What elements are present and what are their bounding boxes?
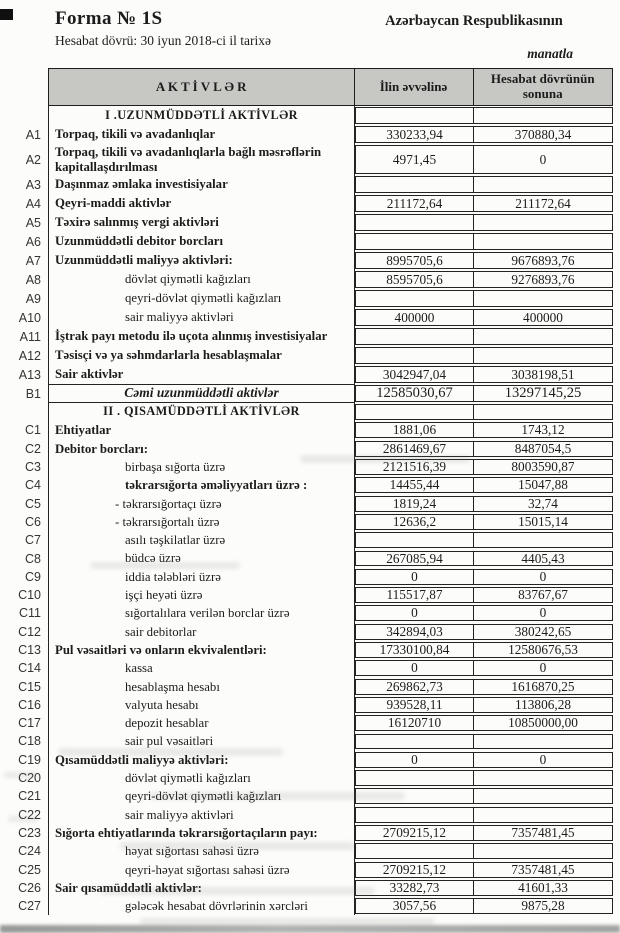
value-end-of-period [474,234,612,249]
row-values [355,514,613,530]
value-end-of-period [474,533,612,547]
value-end-of-period: 7357481,45 [511,861,575,877]
row-label: sığortalılara verilən borclar üzrə [48,604,355,622]
value-start-of-year: 330233,94 [356,127,474,142]
row-code: C9 [25,569,41,584]
row-code: C26 [18,880,41,895]
value-end-of-period: 7357481,45 [511,824,575,840]
row-code: C18 [18,734,41,749]
value-start-of-year: 115517,87 [356,588,474,602]
row-label: valyuta hesabı [48,696,355,714]
table-row [0,659,613,677]
value-start-of-year: 1819,24 [356,497,474,511]
value-start-of-year [356,405,474,419]
row-code [0,106,48,125]
value-end-of-period: 211172,64 [515,195,571,211]
row-values [355,271,613,288]
row-label: gələcək hesabat dövrlərinin xərcləri [48,897,355,915]
value-start-of-year: 4971,45 [356,146,474,173]
row-label: Sığorta ehtiyatlarında təkrarsığortaçıların payı: [48,824,355,842]
row-label: hesablaşma hesabı [48,677,355,695]
row-label: Sair qısamüddətli aktivlər: [48,879,355,897]
row-values [355,328,613,345]
value-start-of-year: 3042947,04 [356,367,474,382]
row-values [355,880,613,896]
row-code: C20 [18,771,41,786]
row-values [355,176,613,193]
row-values [355,290,613,307]
row-values [355,642,613,658]
row-values [355,898,613,914]
value-end-of-period: 9276893,76 [511,271,575,287]
value-end-of-period [474,771,612,785]
value-start-of-year: 0 [356,570,474,584]
row-label: sair debitorlar [48,623,355,641]
row-label: Ehtiyatlar [48,421,355,439]
row-values [355,605,613,621]
row-label: qeyri-dövlət qiymətli kağızları [48,289,355,308]
value-start-of-year: 400000 [356,310,474,325]
value-end-of-period: 113806,28 [514,696,572,712]
row-code: C7 [25,533,41,548]
row-values [355,233,613,250]
value-end-of-period: 15015,14 [518,513,568,529]
row-label: kassa [48,659,355,677]
value-start-of-year: 939528,11 [356,698,474,712]
row-values [355,385,613,402]
value-end-of-period: 9676893,76 [511,252,575,268]
table-row [0,144,613,175]
row-label: - təkrarsığortaçı üzrə [48,494,355,512]
row-values [355,587,613,603]
row-code: C8 [25,551,41,566]
scan-bleed-artifact [8,816,38,822]
value-end-of-period: 1616870,25 [511,678,575,694]
row-values [355,309,613,326]
row-label: Uzunmüddətli debitor borcları [48,232,355,251]
table-row [0,232,613,251]
table-row [0,476,613,494]
row-code: A2 [25,152,41,167]
row-label: dövlət qiymətli kağızları [48,270,355,289]
row-values [355,366,613,383]
value-start-of-year: 16120710 [356,716,474,730]
row-label: Sair aktivlər [48,365,355,384]
value-start-of-year: 0 [356,661,474,675]
table-row [0,568,613,586]
row-code: C25 [18,862,41,877]
value-end-of-period: 370880,34 [514,126,572,142]
country-title: Azərbaycan Respublikasının [385,13,563,29]
value-end-of-period [474,405,612,419]
row-code: C24 [18,844,41,859]
table-row [0,824,613,842]
value-end-of-period [474,329,612,344]
table-row [0,421,613,439]
row-label: - təkrarsığortalı üzrə [48,513,355,531]
table-row [0,494,613,512]
value-start-of-year: 12636,2 [356,515,474,529]
value-end-of-period: 3038198,51 [511,366,575,382]
row-values [355,551,613,567]
table-row [0,125,613,144]
row-label: birbaşa sığorta üzrə [48,458,355,476]
table-row [0,677,613,695]
value-start-of-year: 2709215,12 [356,826,474,840]
column-header-start-of-year: İlin əvvəlinə [355,69,474,105]
row-code [0,403,48,421]
value-end-of-period: 1743,12 [521,422,565,438]
table-header-row [48,68,613,106]
value-end-of-period: 13297145,25 [504,385,582,401]
value-start-of-year [356,234,474,249]
value-end-of-period [474,808,612,822]
row-values [355,807,613,823]
table-row [0,860,613,878]
row-label: təkrarsığorta əməliyyatları üzrə : [48,476,355,494]
row-values [355,752,613,768]
row-values [355,569,613,585]
value-start-of-year: 267085,94 [356,552,474,566]
value-end-of-period: 400000 [523,309,563,325]
table-row [0,623,613,641]
table-row [0,604,613,622]
value-end-of-period [474,844,612,858]
row-code: C27 [18,899,41,914]
row-code: C5 [25,496,41,511]
value-start-of-year: 8595705,6 [356,272,474,287]
table-row [0,897,613,915]
value-start-of-year [356,533,474,547]
value-start-of-year: 17330100,84 [356,643,474,657]
table-row [0,106,613,125]
value-start-of-year: 8995705,6 [356,253,474,268]
row-label: işçi heyəti üzrə [48,586,355,604]
table-row [0,327,613,346]
row-code: C16 [18,697,41,712]
value-start-of-year: 12585030,67 [356,386,474,401]
table-row [0,513,613,531]
row-code: C2 [25,441,41,456]
value-end-of-period: 8003590,87 [511,459,575,475]
value-end-of-period: 0 [539,151,547,167]
value-start-of-year: 14455,44 [356,478,474,492]
row-code: A10 [18,310,41,325]
value-start-of-year: 33282,73 [356,881,474,895]
table-row [0,696,613,714]
row-code: C21 [18,789,41,804]
row-label: sair maliyyə aktivləri [48,806,355,824]
row-code: A5 [25,215,41,230]
row-label: Daşınmaz əmlaka investisiyalar [48,175,355,194]
assets-table [0,68,620,915]
table-row [0,175,613,194]
row-label: Qeyri-maddi aktivlər [48,194,355,213]
value-end-of-period [474,348,612,363]
value-end-of-period: 15047,88 [518,477,568,493]
table-row [0,289,613,308]
value-end-of-period: 10850000,00 [508,715,578,731]
row-code: C6 [25,514,41,529]
value-start-of-year [356,771,474,785]
row-code: C4 [25,478,41,493]
row-label: iddia tələbləri üzrə [48,568,355,586]
row-code: C12 [18,624,41,639]
row-values [355,496,613,512]
value-end-of-period: 9875,28 [521,898,565,914]
value-start-of-year: 0 [356,606,474,620]
row-values [355,734,613,750]
row-label: İştrak payı metodu ilə uçota alınmış investisiyalar [48,327,355,346]
value-end-of-period: 4405,43 [521,550,565,566]
row-code: C15 [18,679,41,694]
row-values [355,404,613,420]
row-values [355,477,613,493]
value-start-of-year [356,291,474,306]
row-code: A4 [25,196,41,211]
value-start-of-year: 211172,64 [356,196,474,211]
row-label: Uzunmüddətli maliyyə aktivləri: [48,251,355,270]
value-start-of-year [356,808,474,822]
row-label: Pul vəsaitləri və onların ekvivalentləri: [48,641,355,659]
scan-bleed-artifact [90,562,240,569]
row-label: sair maliyyə aktivləri [48,308,355,327]
column-header-assets: A K T İ V L Ə R [49,69,355,105]
row-values [355,252,613,269]
row-label: Torpaq, tikili və avadanlıqlarla bağlı məsrəflərin kapitallaşdırılması [48,144,355,175]
value-end-of-period [474,789,612,803]
row-values [355,107,613,124]
value-start-of-year [356,844,474,858]
row-values [355,532,613,548]
row-label: Torpaq, tikili və avadanlıqlar [48,125,355,144]
table-row [0,586,613,604]
row-code: C1 [25,423,41,438]
value-end-of-period: 83767,67 [518,587,568,603]
table-row [0,365,613,384]
value-end-of-period [474,215,612,230]
row-values [355,715,613,731]
row-label: depozit hesablar [48,714,355,732]
value-start-of-year: 0 [356,753,474,767]
row-code: A7 [25,253,41,268]
value-start-of-year [356,215,474,230]
row-values [355,145,613,174]
value-start-of-year: 1881,06 [356,423,474,437]
row-values [355,770,613,786]
row-code: C3 [25,460,41,475]
value-end-of-period: 8487054,5 [514,440,572,456]
table-row [0,641,613,659]
table-row [0,384,613,403]
row-label: qeyri-dövlət qiymətli kağızları [48,787,355,805]
form-title: Forma № 1S [55,8,163,29]
value-end-of-period: 380242,65 [514,623,572,639]
currency-note: manatla [527,46,573,61]
value-end-of-period [474,291,612,306]
row-values [355,422,613,438]
row-label: Təsisçi və ya səhmdarlarla hesablaşmalar [48,346,355,365]
row-values [355,697,613,713]
table-row [0,346,613,365]
scan-edge-shadow [0,925,620,933]
value-end-of-period: 32,74 [528,495,558,511]
row-label: I .UZUNMÜDDƏTLİ AKTİVLƏR [48,106,355,125]
row-code: C17 [18,716,41,731]
value-start-of-year [356,177,474,192]
table-row [0,270,613,289]
row-values [355,825,613,841]
table-row [0,769,613,787]
row-code: A3 [25,177,41,192]
row-code: C10 [18,588,41,603]
value-end-of-period: 0 [539,660,547,676]
value-start-of-year: 2709215,12 [356,863,474,877]
row-label: büdcə üzrə [48,549,355,567]
value-start-of-year: 342894,03 [356,625,474,639]
row-values [355,126,613,143]
value-end-of-period: 12580676,53 [508,642,578,658]
row-code: A12 [18,348,41,363]
row-values [355,660,613,676]
scan-bleed-artifact [58,748,283,756]
table-row [0,308,613,327]
value-end-of-period: 0 [539,751,547,767]
row-label: sair pul vəsaitləri [48,732,355,750]
row-label: dövlət qiymətli kağızları [48,769,355,787]
value-start-of-year: 3057,56 [356,899,474,913]
row-code: C19 [18,752,41,767]
row-code: A1 [25,127,41,142]
row-label: həyat sığortası sahəsi üzrə [48,842,355,860]
table-row [0,194,613,213]
row-values [355,624,613,640]
row-values [355,214,613,231]
row-label: asılı təşkilatlar üzrə [48,531,355,549]
value-start-of-year [356,108,474,123]
table-row [0,531,613,549]
value-end-of-period: 0 [539,568,547,584]
row-values [355,195,613,212]
column-header-end-of-period: Hesabat dövrünün sonuna [490,71,595,101]
scan-corner-artifact [0,9,13,20]
row-values [355,679,613,695]
scan-bleed-artifact [120,842,355,850]
scan-bleed-artifact [150,792,405,800]
row-code: C13 [18,643,41,657]
scan-bleed-artifact [100,887,375,895]
row-code: C11 [18,606,41,621]
report-period: Hesabat dövrü: 30 iyun 2018-ci il tarixə [55,33,271,48]
row-label: II . QISAMÜDDƏTLİ AKTİVLƏR [48,403,355,421]
row-values [355,347,613,364]
value-start-of-year [356,735,474,749]
table-row [0,806,613,824]
row-values [355,843,613,859]
value-end-of-period [474,108,612,123]
row-label: Cəmi uzunmüddətli aktivlər [48,384,355,403]
value-start-of-year: 2121516,39 [356,460,474,474]
value-end-of-period [474,735,612,749]
row-code: A6 [25,234,41,249]
row-code: B1 [25,386,41,401]
value-end-of-period [474,177,612,192]
row-label: Qısamüddətli maliyyə aktivləri: [48,751,355,769]
row-label: qeyri-həyat sığortası sahəsi üzrə [48,860,355,878]
value-end-of-period: 0 [539,605,547,621]
row-code: A9 [25,291,41,306]
row-code: C23 [18,825,41,840]
row-values [355,862,613,878]
table-row [0,403,613,421]
table-row [0,213,613,232]
row-label: Təxirə salınmış vergi aktivləri [48,213,355,232]
row-code: A13 [18,367,41,382]
row-code: A11 [19,329,41,344]
scan-bleed-artifact [300,455,470,463]
table-row [0,251,613,270]
scan-bleed-artifact [140,918,435,925]
value-start-of-year: 2861469,67 [356,442,474,456]
row-code: A8 [25,272,41,287]
row-code: C22 [18,807,41,822]
value-end-of-period: 41601,33 [518,879,568,895]
value-start-of-year [356,348,474,363]
table-row [0,714,613,732]
value-start-of-year: 269862,73 [356,680,474,694]
value-start-of-year [356,329,474,344]
row-code: C14 [18,661,41,676]
row-label: Debitor borcları: [48,440,355,458]
scan-bleed-artifact [4,772,38,778]
